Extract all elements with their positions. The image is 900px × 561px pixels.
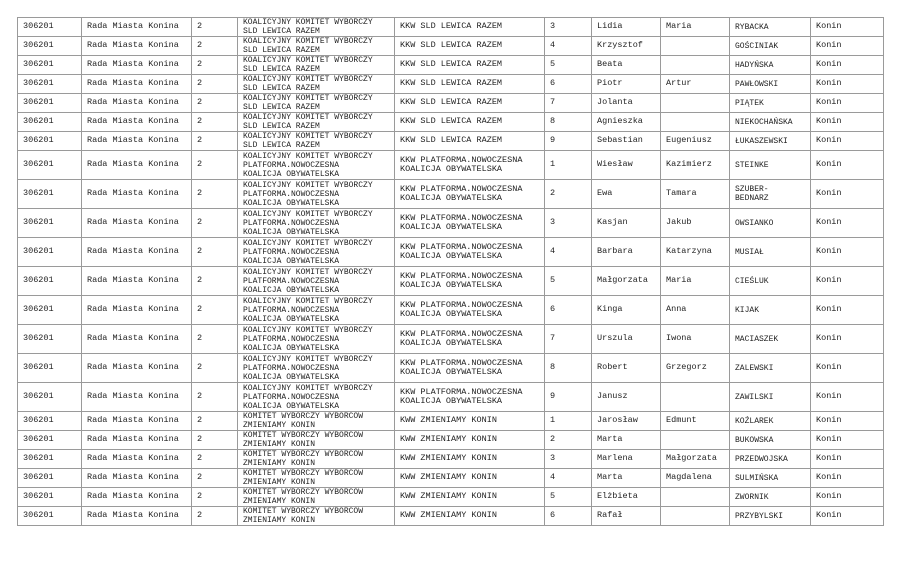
locality-cell: Konin [811, 151, 884, 180]
district-number-cell: 2 [192, 209, 238, 238]
list-position-cell: 2 [545, 431, 592, 450]
council-name-cell: Rada Miasta Konina [82, 151, 192, 180]
district-number-cell: 2 [192, 488, 238, 507]
second-name-cell: Magdalena [661, 469, 730, 488]
surname-cell: MUSIAŁ [730, 238, 811, 267]
second-name-cell: Grzegorz [661, 354, 730, 383]
committee-short-name-cell: KWW ZMIENIAMY KONIN [395, 469, 545, 488]
committee-short-name-cell: KKW PLATFORMA.NOWOCZESNA KOALICJA OBYWATELSKA [395, 151, 545, 180]
district-number-cell: 2 [192, 469, 238, 488]
locality-cell: Konin [811, 412, 884, 431]
locality-cell: Konin [811, 267, 884, 296]
region-code-cell: 306201 [18, 180, 82, 209]
first-name-cell: Jarosław [592, 412, 661, 431]
surname-cell: KIJAK [730, 296, 811, 325]
region-code-cell: 306201 [18, 296, 82, 325]
council-name-cell: Rada Miasta Konina [82, 113, 192, 132]
region-code-cell: 306201 [18, 209, 82, 238]
committee-short-name-cell: KKW PLATFORMA.NOWOCZESNA KOALICJA OBYWATELSKA [395, 267, 545, 296]
table-row [18, 113, 884, 132]
committee-name-cell: KOMITET WYBORCZY WYBORCÓW ZMIENIAMY KONIN [238, 488, 395, 507]
region-code-cell: 306201 [18, 151, 82, 180]
locality-cell: Konin [811, 507, 884, 526]
district-number-cell: 2 [192, 431, 238, 450]
second-name-cell [661, 507, 730, 526]
surname-cell: PIĄTEK [730, 94, 811, 113]
first-name-cell: Rafał [592, 507, 661, 526]
committee-short-name-cell: KKW PLATFORMA.NOWOCZESNA KOALICJA OBYWATELSKA [395, 238, 545, 267]
council-name-cell: Rada Miasta Konina [82, 296, 192, 325]
second-name-cell [661, 431, 730, 450]
committee-short-name-cell: KKW SLD LEWICA RAZEM [395, 94, 545, 113]
locality-cell: Konin [811, 18, 884, 37]
region-code-cell: 306201 [18, 18, 82, 37]
second-name-cell [661, 94, 730, 113]
council-name-cell: Rada Miasta Konina [82, 412, 192, 431]
list-position-cell: 5 [545, 488, 592, 507]
locality-cell: Konin [811, 296, 884, 325]
district-number-cell: 2 [192, 37, 238, 56]
committee-name-cell: KOALICYJNY KOMITET WYBORCZY SLD LEWICA RAZEM [238, 56, 395, 75]
surname-cell: ZAWILSKI [730, 383, 811, 412]
locality-cell: Konin [811, 469, 884, 488]
first-name-cell: Urszula [592, 325, 661, 354]
committee-short-name-cell: KWW ZMIENIAMY KONIN [395, 412, 545, 431]
second-name-cell: Iwona [661, 325, 730, 354]
first-name-cell: Wiesław [592, 151, 661, 180]
list-position-cell: 3 [545, 450, 592, 469]
list-position-cell: 7 [545, 325, 592, 354]
surname-cell: SULMIŃSKA [730, 469, 811, 488]
surname-cell: SZUBER- BEDNARZ [730, 180, 811, 209]
surname-cell: GOŚCINIAK [730, 37, 811, 56]
committee-short-name-cell: KWW ZMIENIAMY KONIN [395, 431, 545, 450]
table-row [18, 450, 884, 469]
second-name-cell: Eugeniusz [661, 132, 730, 151]
surname-cell: NIEKOCHAŃSKA [730, 113, 811, 132]
first-name-cell: Lidia [592, 18, 661, 37]
district-number-cell: 2 [192, 325, 238, 354]
committee-name-cell: KOMITET WYBORCZY WYBORCÓW ZMIENIAMY KONIN [238, 450, 395, 469]
surname-cell: ZWORNIK [730, 488, 811, 507]
district-number-cell: 2 [192, 450, 238, 469]
region-code-cell: 306201 [18, 469, 82, 488]
table-row [18, 94, 884, 113]
committee-name-cell: KOALICYJNY KOMITET WYBORCZY PLATFORMA.NOWOCZESNA KOALICJA OBYWATELSKA [238, 209, 395, 238]
list-position-cell: 9 [545, 132, 592, 151]
second-name-cell: Kazimierz [661, 151, 730, 180]
list-position-cell: 3 [545, 209, 592, 238]
list-position-cell: 5 [545, 267, 592, 296]
table-row [18, 37, 884, 56]
locality-cell: Konin [811, 325, 884, 354]
committee-short-name-cell: KKW SLD LEWICA RAZEM [395, 18, 545, 37]
district-number-cell: 2 [192, 56, 238, 75]
committee-name-cell: KOALICYJNY KOMITET WYBORCZY SLD LEWICA RAZEM [238, 18, 395, 37]
committee-short-name-cell: KKW SLD LEWICA RAZEM [395, 113, 545, 132]
district-number-cell: 2 [192, 238, 238, 267]
surname-cell: PAWŁOWSKI [730, 75, 811, 94]
council-name-cell: Rada Miasta Konina [82, 56, 192, 75]
committee-name-cell: KOALICYJNY KOMITET WYBORCZY PLATFORMA.NOWOCZESNA KOALICJA OBYWATELSKA [238, 354, 395, 383]
committee-name-cell: KOALICYJNY KOMITET WYBORCZY PLATFORMA.NOWOCZESNA KOALICJA OBYWATELSKA [238, 325, 395, 354]
list-position-cell: 4 [545, 238, 592, 267]
district-number-cell: 2 [192, 75, 238, 94]
first-name-cell: Krzysztof [592, 37, 661, 56]
second-name-cell [661, 113, 730, 132]
council-name-cell: Rada Miasta Konina [82, 132, 192, 151]
committee-name-cell: KOALICYJNY KOMITET WYBORCZY SLD LEWICA RAZEM [238, 94, 395, 113]
locality-cell: Konin [811, 383, 884, 412]
committee-name-cell: KOALICYJNY KOMITET WYBORCZY SLD LEWICA RAZEM [238, 113, 395, 132]
council-name-cell: Rada Miasta Konina [82, 383, 192, 412]
council-name-cell: Rada Miasta Konina [82, 180, 192, 209]
first-name-cell: Jolanta [592, 94, 661, 113]
second-name-cell [661, 383, 730, 412]
committee-name-cell: KOALICYJNY KOMITET WYBORCZY SLD LEWICA RAZEM [238, 132, 395, 151]
list-position-cell: 2 [545, 180, 592, 209]
district-number-cell: 2 [192, 151, 238, 180]
region-code-cell: 306201 [18, 113, 82, 132]
district-number-cell: 2 [192, 267, 238, 296]
table-row [18, 151, 884, 180]
surname-cell: HADYŃSKA [730, 56, 811, 75]
council-name-cell: Rada Miasta Konina [82, 325, 192, 354]
table-row [18, 507, 884, 526]
first-name-cell: Sebastian [592, 132, 661, 151]
locality-cell: Konin [811, 75, 884, 94]
region-code-cell: 306201 [18, 37, 82, 56]
list-position-cell: 8 [545, 354, 592, 383]
region-code-cell: 306201 [18, 94, 82, 113]
table-row [18, 209, 884, 238]
council-name-cell: Rada Miasta Konina [82, 431, 192, 450]
committee-name-cell: KOMITET WYBORCZY WYBORCÓW ZMIENIAMY KONIN [238, 507, 395, 526]
table-row [18, 412, 884, 431]
council-name-cell: Rada Miasta Konina [82, 209, 192, 238]
surname-cell: MACIASZEK [730, 325, 811, 354]
region-code-cell: 306201 [18, 325, 82, 354]
first-name-cell: Kasjan [592, 209, 661, 238]
region-code-cell: 306201 [18, 354, 82, 383]
committee-name-cell: KOALICYJNY KOMITET WYBORCZY SLD LEWICA RAZEM [238, 75, 395, 94]
locality-cell: Konin [811, 354, 884, 383]
council-name-cell: Rada Miasta Konina [82, 37, 192, 56]
committee-short-name-cell: KKW PLATFORMA.NOWOCZESNA KOALICJA OBYWATELSKA [395, 354, 545, 383]
first-name-cell: Beata [592, 56, 661, 75]
region-code-cell: 306201 [18, 450, 82, 469]
region-code-cell: 306201 [18, 267, 82, 296]
list-position-cell: 1 [545, 412, 592, 431]
region-code-cell: 306201 [18, 431, 82, 450]
committee-short-name-cell: KKW PLATFORMA.NOWOCZESNA KOALICJA OBYWATELSKA [395, 383, 545, 412]
council-name-cell: Rada Miasta Konina [82, 488, 192, 507]
committee-name-cell: KOALICYJNY KOMITET WYBORCZY PLATFORMA.NOWOCZESNA KOALICJA OBYWATELSKA [238, 151, 395, 180]
district-number-cell: 2 [192, 132, 238, 151]
first-name-cell: Janusz [592, 383, 661, 412]
committee-short-name-cell: KKW PLATFORMA.NOWOCZESNA KOALICJA OBYWATELSKA [395, 209, 545, 238]
region-code-cell: 306201 [18, 383, 82, 412]
district-number-cell: 2 [192, 180, 238, 209]
second-name-cell [661, 488, 730, 507]
second-name-cell: Katarzyna [661, 238, 730, 267]
committee-short-name-cell: KWW ZMIENIAMY KONIN [395, 488, 545, 507]
second-name-cell: Jakub [661, 209, 730, 238]
table-row [18, 75, 884, 94]
council-name-cell: Rada Miasta Konina [82, 238, 192, 267]
list-position-cell: 5 [545, 56, 592, 75]
list-position-cell: 6 [545, 507, 592, 526]
table-row [18, 354, 884, 383]
second-name-cell: Maria [661, 18, 730, 37]
committee-short-name-cell: KKW SLD LEWICA RAZEM [395, 37, 545, 56]
table-row [18, 431, 884, 450]
table-row [18, 18, 884, 37]
table-row [18, 180, 884, 209]
second-name-cell: Edmunt [661, 412, 730, 431]
council-name-cell: Rada Miasta Konina [82, 18, 192, 37]
committee-short-name-cell: KKW SLD LEWICA RAZEM [395, 56, 545, 75]
table-row [18, 488, 884, 507]
surname-cell: PRZYBYLSKI [730, 507, 811, 526]
list-position-cell: 8 [545, 113, 592, 132]
table-row [18, 469, 884, 488]
first-name-cell: Małgorzata [592, 267, 661, 296]
committee-name-cell: KOMITET WYBORCZY WYBORCÓW ZMIENIAMY KONIN [238, 412, 395, 431]
region-code-cell: 306201 [18, 507, 82, 526]
council-name-cell: Rada Miasta Konina [82, 267, 192, 296]
first-name-cell: Agnieszka [592, 113, 661, 132]
list-position-cell: 7 [545, 94, 592, 113]
list-position-cell: 6 [545, 75, 592, 94]
table-row [18, 267, 884, 296]
locality-cell: Konin [811, 132, 884, 151]
committee-name-cell: KOMITET WYBORCZY WYBORCÓW ZMIENIAMY KONIN [238, 469, 395, 488]
council-name-cell: Rada Miasta Konina [82, 469, 192, 488]
table-row [18, 325, 884, 354]
locality-cell: Konin [811, 56, 884, 75]
committee-short-name-cell: KKW PLATFORMA.NOWOCZESNA KOALICJA OBYWATELSKA [395, 325, 545, 354]
region-code-cell: 306201 [18, 488, 82, 507]
council-name-cell: Rada Miasta Konina [82, 450, 192, 469]
second-name-cell: Anna [661, 296, 730, 325]
list-position-cell: 4 [545, 469, 592, 488]
first-name-cell: Robert [592, 354, 661, 383]
surname-cell: OWSIANKO [730, 209, 811, 238]
district-number-cell: 2 [192, 412, 238, 431]
committee-short-name-cell: KKW PLATFORMA.NOWOCZESNA KOALICJA OBYWATELSKA [395, 296, 545, 325]
first-name-cell: Marlena [592, 450, 661, 469]
region-code-cell: 306201 [18, 56, 82, 75]
committee-name-cell: KOMITET WYBORCZY WYBORCÓW ZMIENIAMY KONIN [238, 431, 395, 450]
locality-cell: Konin [811, 94, 884, 113]
list-position-cell: 3 [545, 18, 592, 37]
first-name-cell: Elżbieta [592, 488, 661, 507]
district-number-cell: 2 [192, 18, 238, 37]
first-name-cell: Ewa [592, 180, 661, 209]
second-name-cell: Małgorzata [661, 450, 730, 469]
second-name-cell: Maria [661, 267, 730, 296]
committee-short-name-cell: KWW ZMIENIAMY KONIN [395, 450, 545, 469]
committee-short-name-cell: KWW ZMIENIAMY KONIN [395, 507, 545, 526]
surname-cell: KOŹLAREK [730, 412, 811, 431]
district-number-cell: 2 [192, 296, 238, 325]
locality-cell: Konin [811, 238, 884, 267]
table-row [18, 56, 884, 75]
locality-cell: Konin [811, 113, 884, 132]
region-code-cell: 306201 [18, 412, 82, 431]
locality-cell: Konin [811, 209, 884, 238]
surname-cell: BUKOWSKA [730, 431, 811, 450]
district-number-cell: 2 [192, 383, 238, 412]
list-position-cell: 4 [545, 37, 592, 56]
surname-cell: CIEŚLUK [730, 267, 811, 296]
second-name-cell: Tamara [661, 180, 730, 209]
surname-cell: PRZEDWOJSKA [730, 450, 811, 469]
locality-cell: Konin [811, 488, 884, 507]
region-code-cell: 306201 [18, 132, 82, 151]
district-number-cell: 2 [192, 354, 238, 383]
district-number-cell: 2 [192, 507, 238, 526]
second-name-cell: Artur [661, 75, 730, 94]
table-row [18, 238, 884, 267]
locality-cell: Konin [811, 37, 884, 56]
table-row [18, 132, 884, 151]
surname-cell: STEINKE [730, 151, 811, 180]
table-row [18, 383, 884, 412]
list-position-cell: 6 [545, 296, 592, 325]
council-name-cell: Rada Miasta Konina [82, 507, 192, 526]
locality-cell: Konin [811, 431, 884, 450]
committee-name-cell: KOALICYJNY KOMITET WYBORCZY SLD LEWICA RAZEM [238, 37, 395, 56]
region-code-cell: 306201 [18, 238, 82, 267]
candidates-table-body [18, 18, 884, 526]
district-number-cell: 2 [192, 113, 238, 132]
first-name-cell: Marta [592, 431, 661, 450]
first-name-cell: Marta [592, 469, 661, 488]
committee-name-cell: KOALICYJNY KOMITET WYBORCZY PLATFORMA.NOWOCZESNA KOALICJA OBYWATELSKA [238, 296, 395, 325]
committee-short-name-cell: KKW SLD LEWICA RAZEM [395, 132, 545, 151]
locality-cell: Konin [811, 450, 884, 469]
committee-name-cell: KOALICYJNY KOMITET WYBORCZY PLATFORMA.NOWOCZESNA KOALICJA OBYWATELSKA [238, 238, 395, 267]
district-number-cell: 2 [192, 94, 238, 113]
table-row [18, 296, 884, 325]
committee-short-name-cell: KKW PLATFORMA.NOWOCZESNA KOALICJA OBYWATELSKA [395, 180, 545, 209]
first-name-cell: Kinga [592, 296, 661, 325]
council-name-cell: Rada Miasta Konina [82, 354, 192, 383]
second-name-cell [661, 56, 730, 75]
region-code-cell: 306201 [18, 75, 82, 94]
first-name-cell: Barbara [592, 238, 661, 267]
surname-cell: ŁUKASZEWSKI [730, 132, 811, 151]
list-position-cell: 9 [545, 383, 592, 412]
second-name-cell [661, 37, 730, 56]
committee-name-cell: KOALICYJNY KOMITET WYBORCZY PLATFORMA.NOWOCZESNA KOALICJA OBYWATELSKA [238, 383, 395, 412]
surname-cell: ZALEWSKI [730, 354, 811, 383]
candidates-table [17, 17, 884, 526]
first-name-cell: Piotr [592, 75, 661, 94]
list-position-cell: 1 [545, 151, 592, 180]
committee-name-cell: KOALICYJNY KOMITET WYBORCZY PLATFORMA.NOWOCZESNA KOALICJA OBYWATELSKA [238, 267, 395, 296]
locality-cell: Konin [811, 180, 884, 209]
committee-name-cell: KOALICYJNY KOMITET WYBORCZY PLATFORMA.NOWOCZESNA KOALICJA OBYWATELSKA [238, 180, 395, 209]
council-name-cell: Rada Miasta Konina [82, 94, 192, 113]
committee-short-name-cell: KKW SLD LEWICA RAZEM [395, 75, 545, 94]
surname-cell: RYBACKA [730, 18, 811, 37]
council-name-cell: Rada Miasta Konina [82, 75, 192, 94]
